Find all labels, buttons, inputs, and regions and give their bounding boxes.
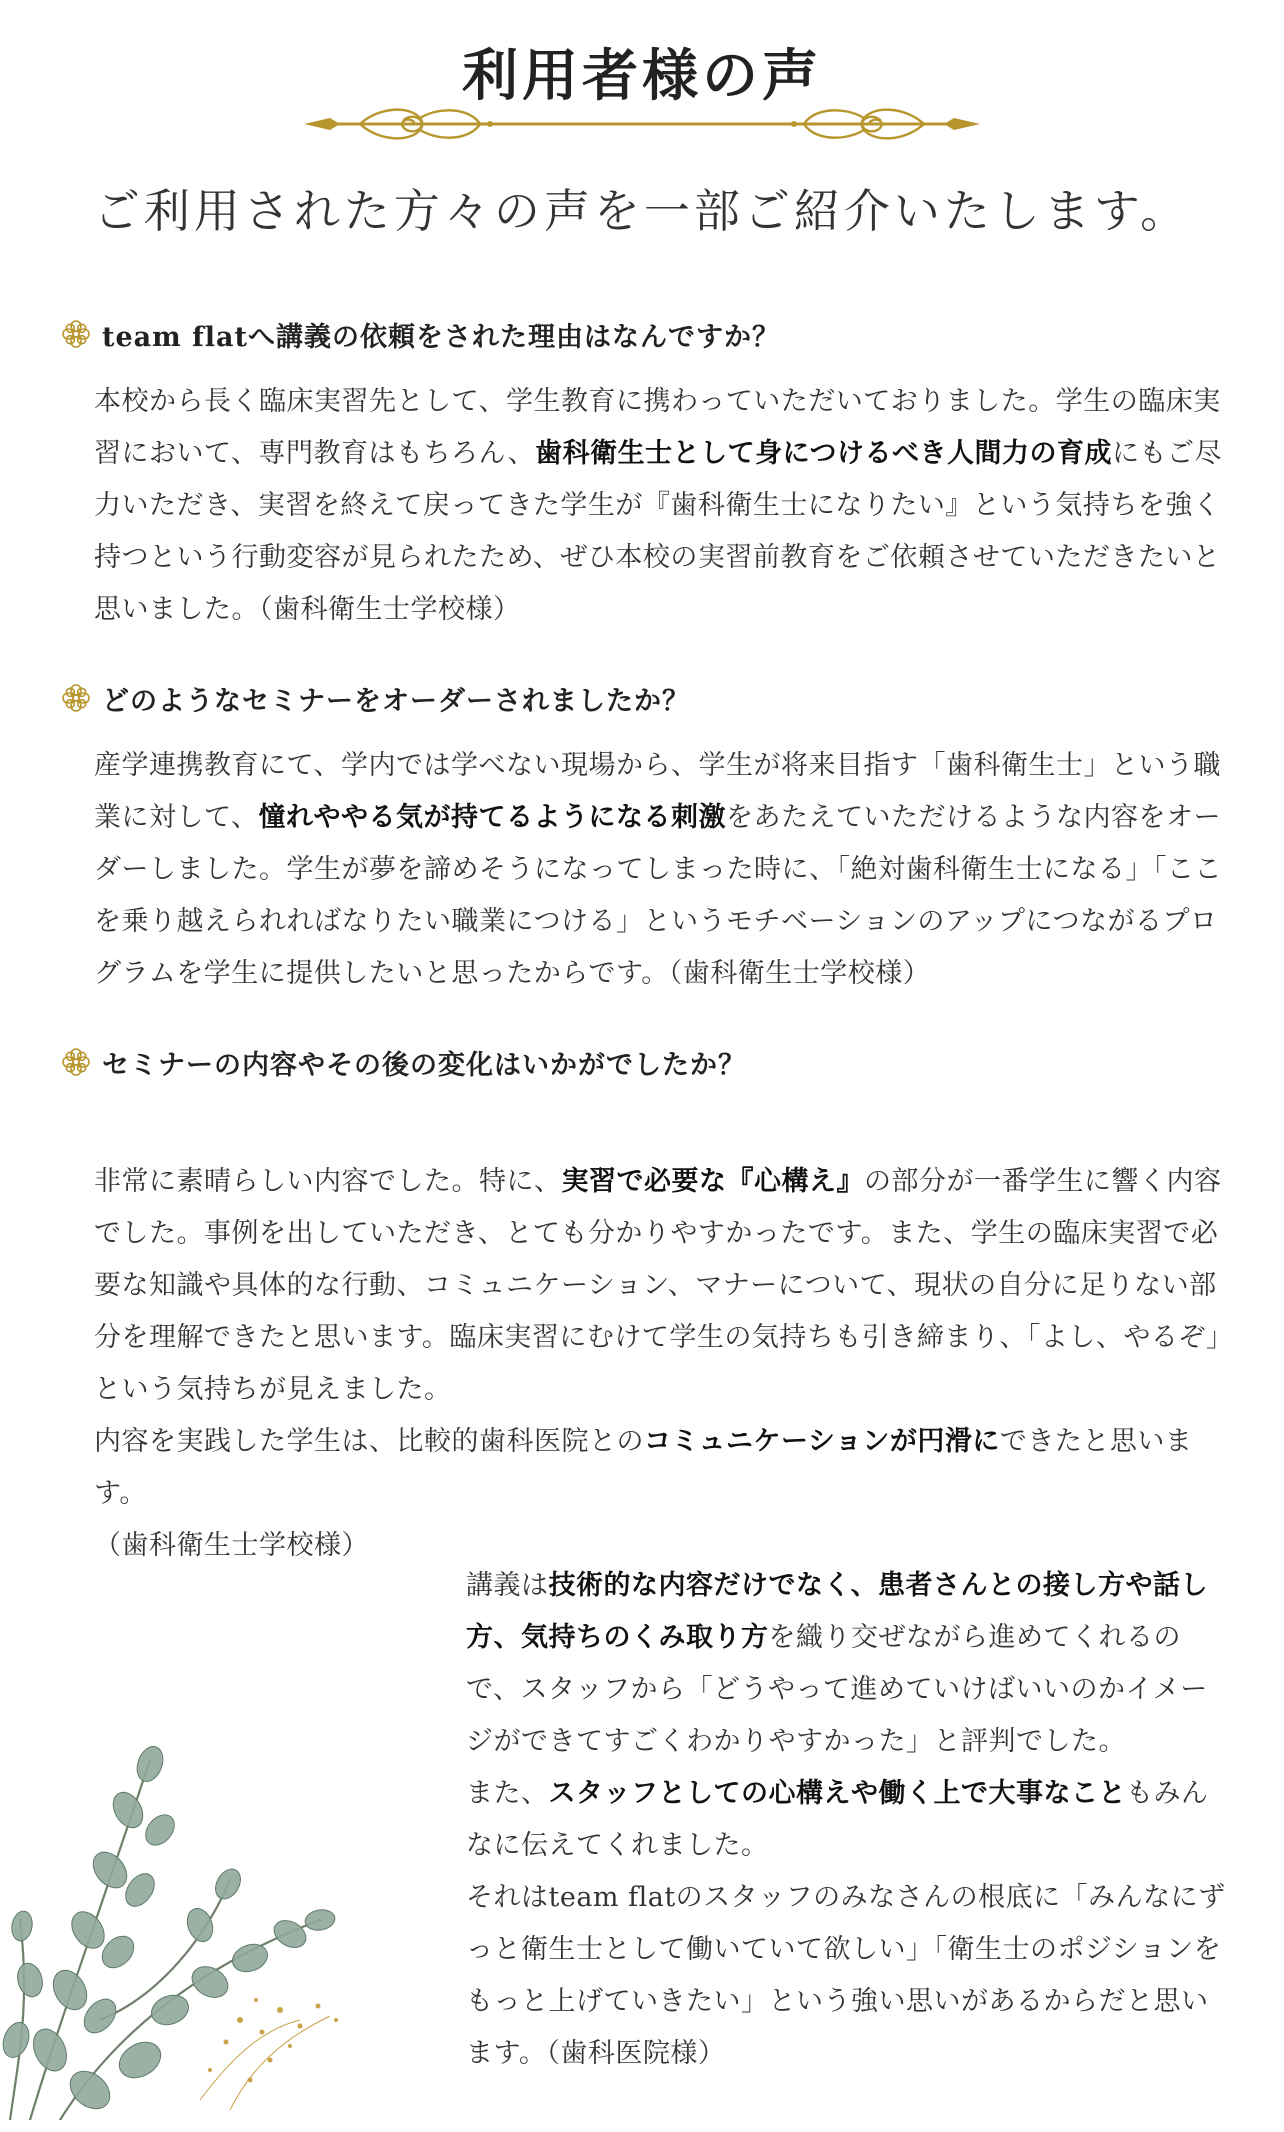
answer-segment: 産学連携教育にて、学内では学べない現場から、学生が将来目指す「歯科衛生士」という職業に対して、 bbox=[94, 750, 1221, 833]
answer-segment: の部分が一番学生に響く内容でした。事例を出していただき、とても分かりやすかったです。また、学生の臨床実習で必要な知識や具体的な行動、コミュニケーション、マナーについて、現状の自分に足りない部分を理解できたと思います。臨床実習にむけて学生の気持ちも引き締まり、「よし、やるぞ」という気持ちが見えました。 bbox=[94, 1166, 1234, 1405]
eucalyptus-plant bbox=[0, 1720, 380, 2120]
flower-icon bbox=[60, 682, 92, 714]
testimonial-segment: 講義は bbox=[466, 1570, 549, 1601]
answer-highlight: コミュニケーションが円滑に bbox=[644, 1426, 1000, 1457]
testimonial-segment: もみんなに伝えてくれました。 それはteam flatのスタッフのみなさんの根底に「みんなにずっと衛生士として働いていて欲しい」「衛生士のポジションをもっと上げていきたい」という強い思いがあるからだと思います。（歯科医院様） bbox=[466, 1778, 1226, 2069]
testimonial-highlight: スタッフとしての心構えや働く上で大事なこと bbox=[548, 1778, 1126, 1809]
testimonial-segment: を織り交ぜながら進めてくれるので、スタッフから「どうやって進めていけばいいのかイメージができてすごくわかりやすかった」と評判でした。 また、 bbox=[466, 1622, 1208, 1809]
gold-ornament-divider bbox=[300, 102, 984, 146]
testimonial-highlight: 技術的な内容だけでなく、患者さんとの接し方や話し方、気持ちのくみ取り方 bbox=[466, 1570, 1208, 1653]
page-title: 利用者様の声 bbox=[462, 43, 822, 109]
page-subtitle: ご利用された方々の声を一部ご紹介いたします。 bbox=[93, 184, 1191, 238]
flower-icon bbox=[60, 1046, 92, 1078]
answer-segment: にもご尽力いただき、実習を終えて戻ってきた学生が『歯科衛生士になりたい』という気持ちを強く持つという行動変容が見られたため、ぜひ本校の実習前教育をご依頼させていただきたいと思いました。（歯科衛生士学校様） bbox=[94, 438, 1223, 625]
answer-segment: をあたえていただけるような内容をオーダーしました。学生が夢を諦めそうになってしまった時に、「絶対歯科衛生士になる」「ここを乗り越えられればなりたい職業につける」というモチベーションのアップにつながるプログラムを学生に提供したいと思ったからです。（歯科衛生士学校様） bbox=[94, 802, 1222, 989]
answer-highlight: 歯科衛生士として身につけるべき人間力の育成 bbox=[535, 438, 1113, 469]
question-row bbox=[60, 312, 1240, 356]
flower-icon bbox=[60, 318, 92, 350]
question-text: セミナーの内容やその後の変化はいかがでしたか？ bbox=[102, 1049, 746, 1081]
answer-segment: 本校から長く臨床実習先として、学生教育に携わっていただいておりました。学生の臨床実習において、専門教育はもちろん、 bbox=[94, 386, 1221, 469]
answer-highlight: 憧れややる気が持てるようになる刺激 bbox=[258, 802, 726, 833]
answer-segment: できたと思います。 （歯科衛生士学校様） bbox=[94, 1426, 1193, 1561]
answer-highlight: 実習で必要な『心構え』 bbox=[561, 1166, 864, 1197]
answer-segment: 非常に素晴らしい内容でした。特に、 bbox=[94, 1166, 562, 1197]
question-text: どのようなセミナーをオーダーされましたか？ bbox=[102, 685, 690, 717]
answer-segment: 内容を実践した学生は、比較的歯科医院との bbox=[94, 1426, 644, 1457]
qa-section-2 bbox=[60, 676, 1240, 1000]
question-text: team flatへ講義の依頼をされた理由はなんですか？ bbox=[102, 321, 780, 353]
answer-text bbox=[94, 740, 1240, 1000]
answer-text bbox=[94, 376, 1240, 636]
question-row bbox=[60, 676, 1240, 720]
question-row bbox=[60, 1040, 1240, 1084]
testimonial-text bbox=[466, 1508, 1226, 2132]
qa-section-1 bbox=[60, 312, 1240, 636]
